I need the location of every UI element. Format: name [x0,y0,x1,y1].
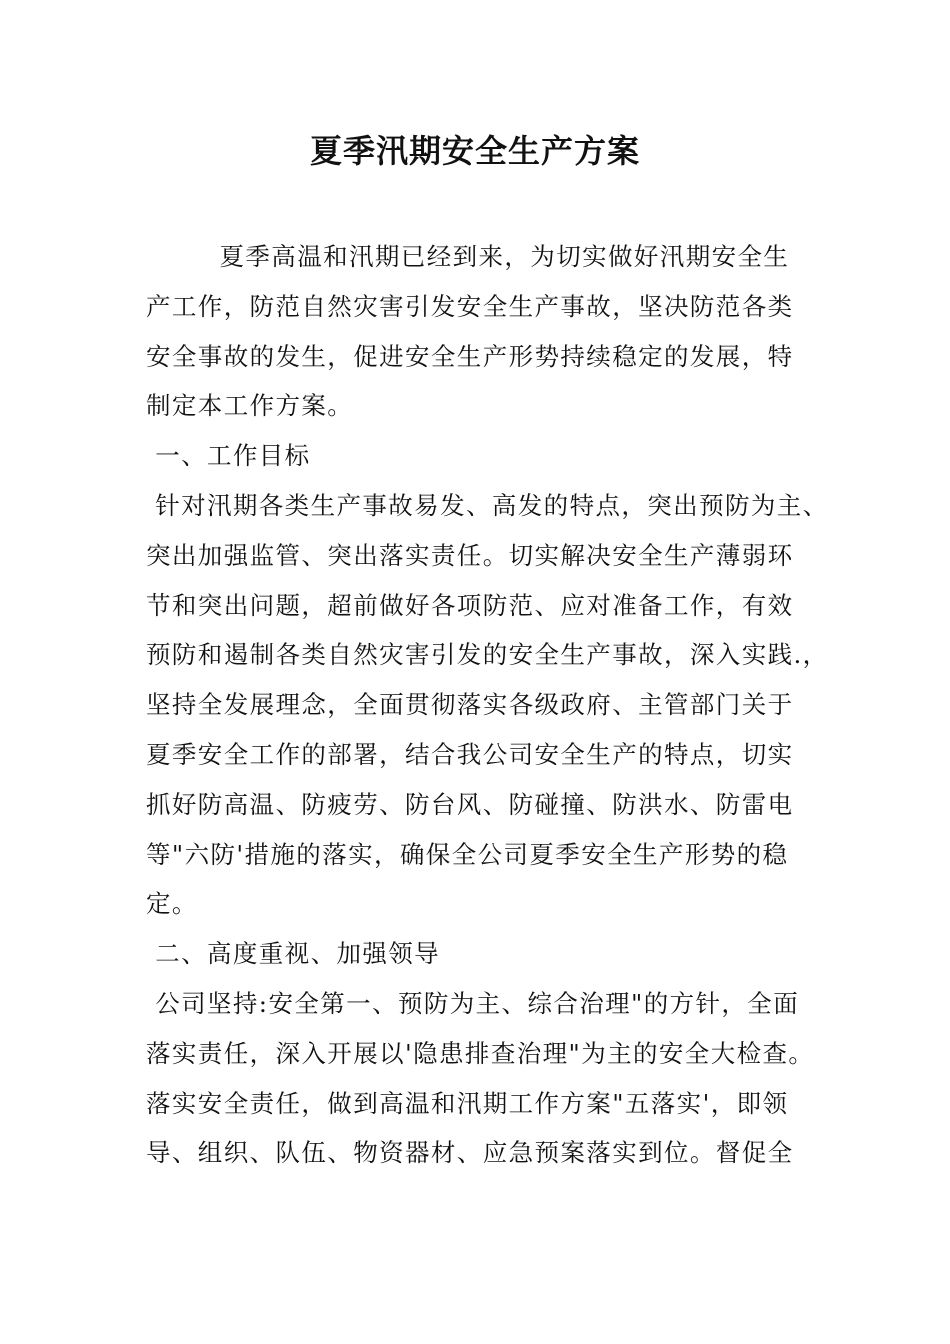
body-line: 预防和遏制各类自然灾害引发的安全生产事故，深入实践.， [146,640,829,670]
body-line: 落实责任，深入开展以'隐患排查治理"为主的安全大检查。 [146,1038,815,1068]
document-title: 夏季汛期安全生产方案 [309,132,640,170]
body-line: 节和突出问题，超前做好各项防范、应对准备工作，有效 [146,590,794,620]
body-line: 坚持全发展理念，全面贯彻落实各级政府、主管部门关于 [146,690,794,720]
body-line: 公司坚持:安全第一、预防为主、综合治理"的方针，全面 [146,988,800,1018]
body-line: 安全事故的发生，促进安全生产形势持续稳定的发展，特 [146,341,794,371]
body-line: 落实安全责任，做到高温和汛期工作方案"五落实'，即领 [146,1088,789,1118]
body-line: 定。 [146,889,198,919]
body-line: 制定本工作方案。 [146,391,354,421]
body-line: 导、组织、队伍、物资器材、应急预案落实到位。督促全 [146,1138,794,1168]
body-line: 突出加强监管、突出落实责任。切实解决安全生产薄弱环 [146,540,794,570]
section-heading: 二、高度重视、加强领导 [146,939,441,969]
body-line: 夏季高温和汛期已经到来，为切实做好汛期安全生 [146,242,790,271]
body-line: 产工作，防范自然灾害引发安全生产事故，坚决防范各类 [146,291,794,321]
body-line: 夏季安全工作的部署，结合我公司安全生产的特点，切实 [146,739,794,769]
body-line: 等"六防'措施的落实，确保全公司夏季安全生产形势的稳 [146,839,789,869]
body-line: 抓好防高温、防疲劳、防台风、防碰撞、防洪水、防雷电 [146,789,794,819]
section-heading: 一、工作目标 [146,441,311,471]
document-body [146,232,836,1178]
body-line: 针对汛期各类生产事故易发、高发的特点，突出预防为主、 [146,490,829,520]
